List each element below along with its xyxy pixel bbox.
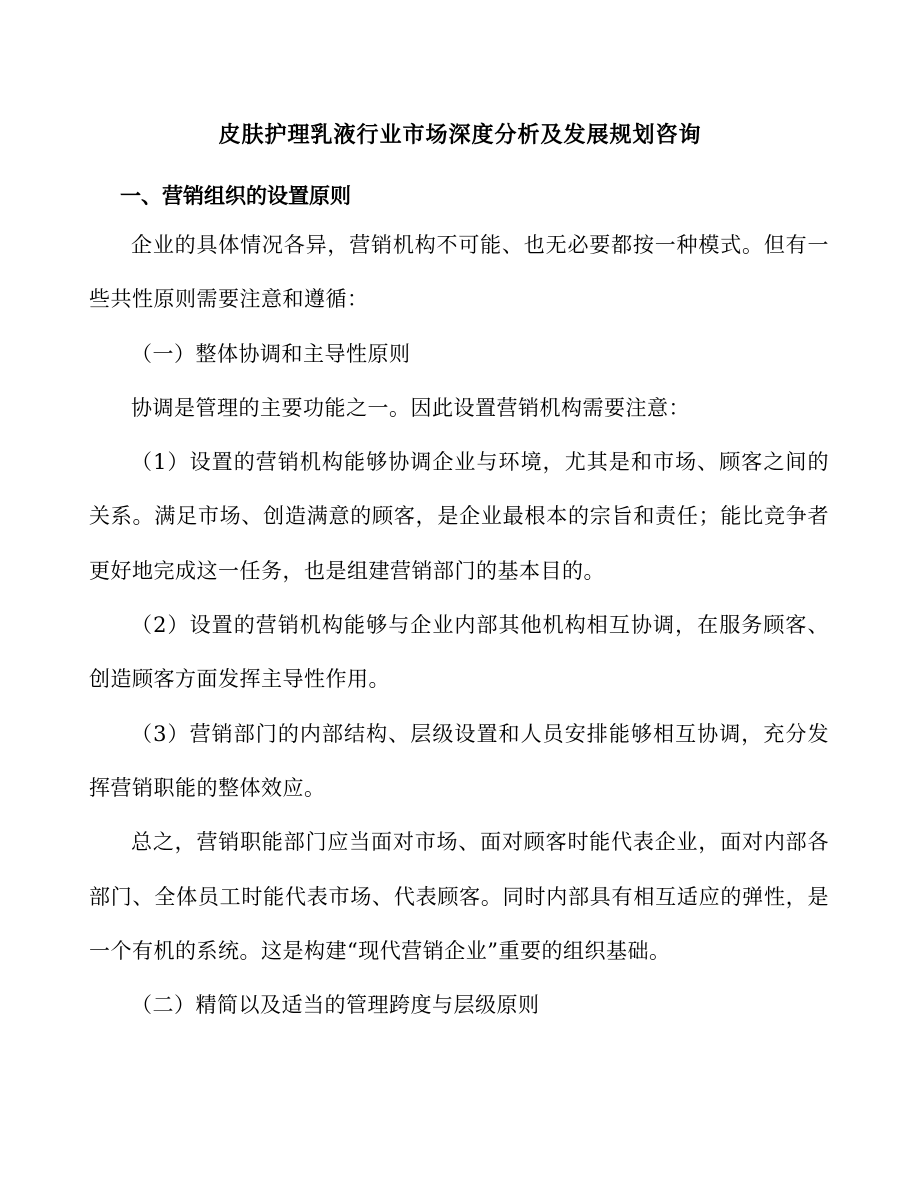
paragraph-point-2: （2）设置的营销机构能够与企业内部其他机构相互协调，在服务顾客、创造顾客方面发挥主导性作用。 [89, 613, 829, 692]
subheading-simplification: （二）精简以及适当的管理跨度与层级原则 [131, 993, 540, 1018]
section-heading: 一、营销组织的设置原则 [120, 184, 351, 208]
subheading-coordination: （一）整体协调和主导性原则 [131, 341, 411, 366]
paragraph-intro: 企业的具体情况各异，营销机构不可能、也无必要都按一种模式。但有一些共性原则需要注意和遵循： [89, 233, 829, 312]
paragraph-summary: 总之，营销职能部门应当面对市场、面对顾客时能代表企业，面对内部各部门、全体员工时能代表市场、代表顾客。同时内部具有相互适应的弹性，是一个有机的系统。这是构建“现代营销企业”重要的组织基础。 [89, 830, 829, 963]
paragraph-coordination: 协调是管理的主要功能之一。因此设置营销机构需要注意： [131, 395, 690, 420]
document-title: 皮肤护理乳液行业市场深度分析及发展规划咨询 [218, 123, 702, 148]
paragraph-point-3: （3）营销部门的内部结构、层级设置和人员安排能够相互协调，充分发挥营销职能的整体效应。 [89, 721, 829, 800]
document-body [89, 218, 829, 1032]
paragraph-point-1: （1）设置的营销机构能够协调企业与环境，尤其是和市场、顾客之间的关系。满足市场、创造满意的顾客，是企业最根本的宗旨和责任；能比竞争者更好地完成这一任务，也是组建营销部门的基本目的。 [89, 450, 829, 583]
